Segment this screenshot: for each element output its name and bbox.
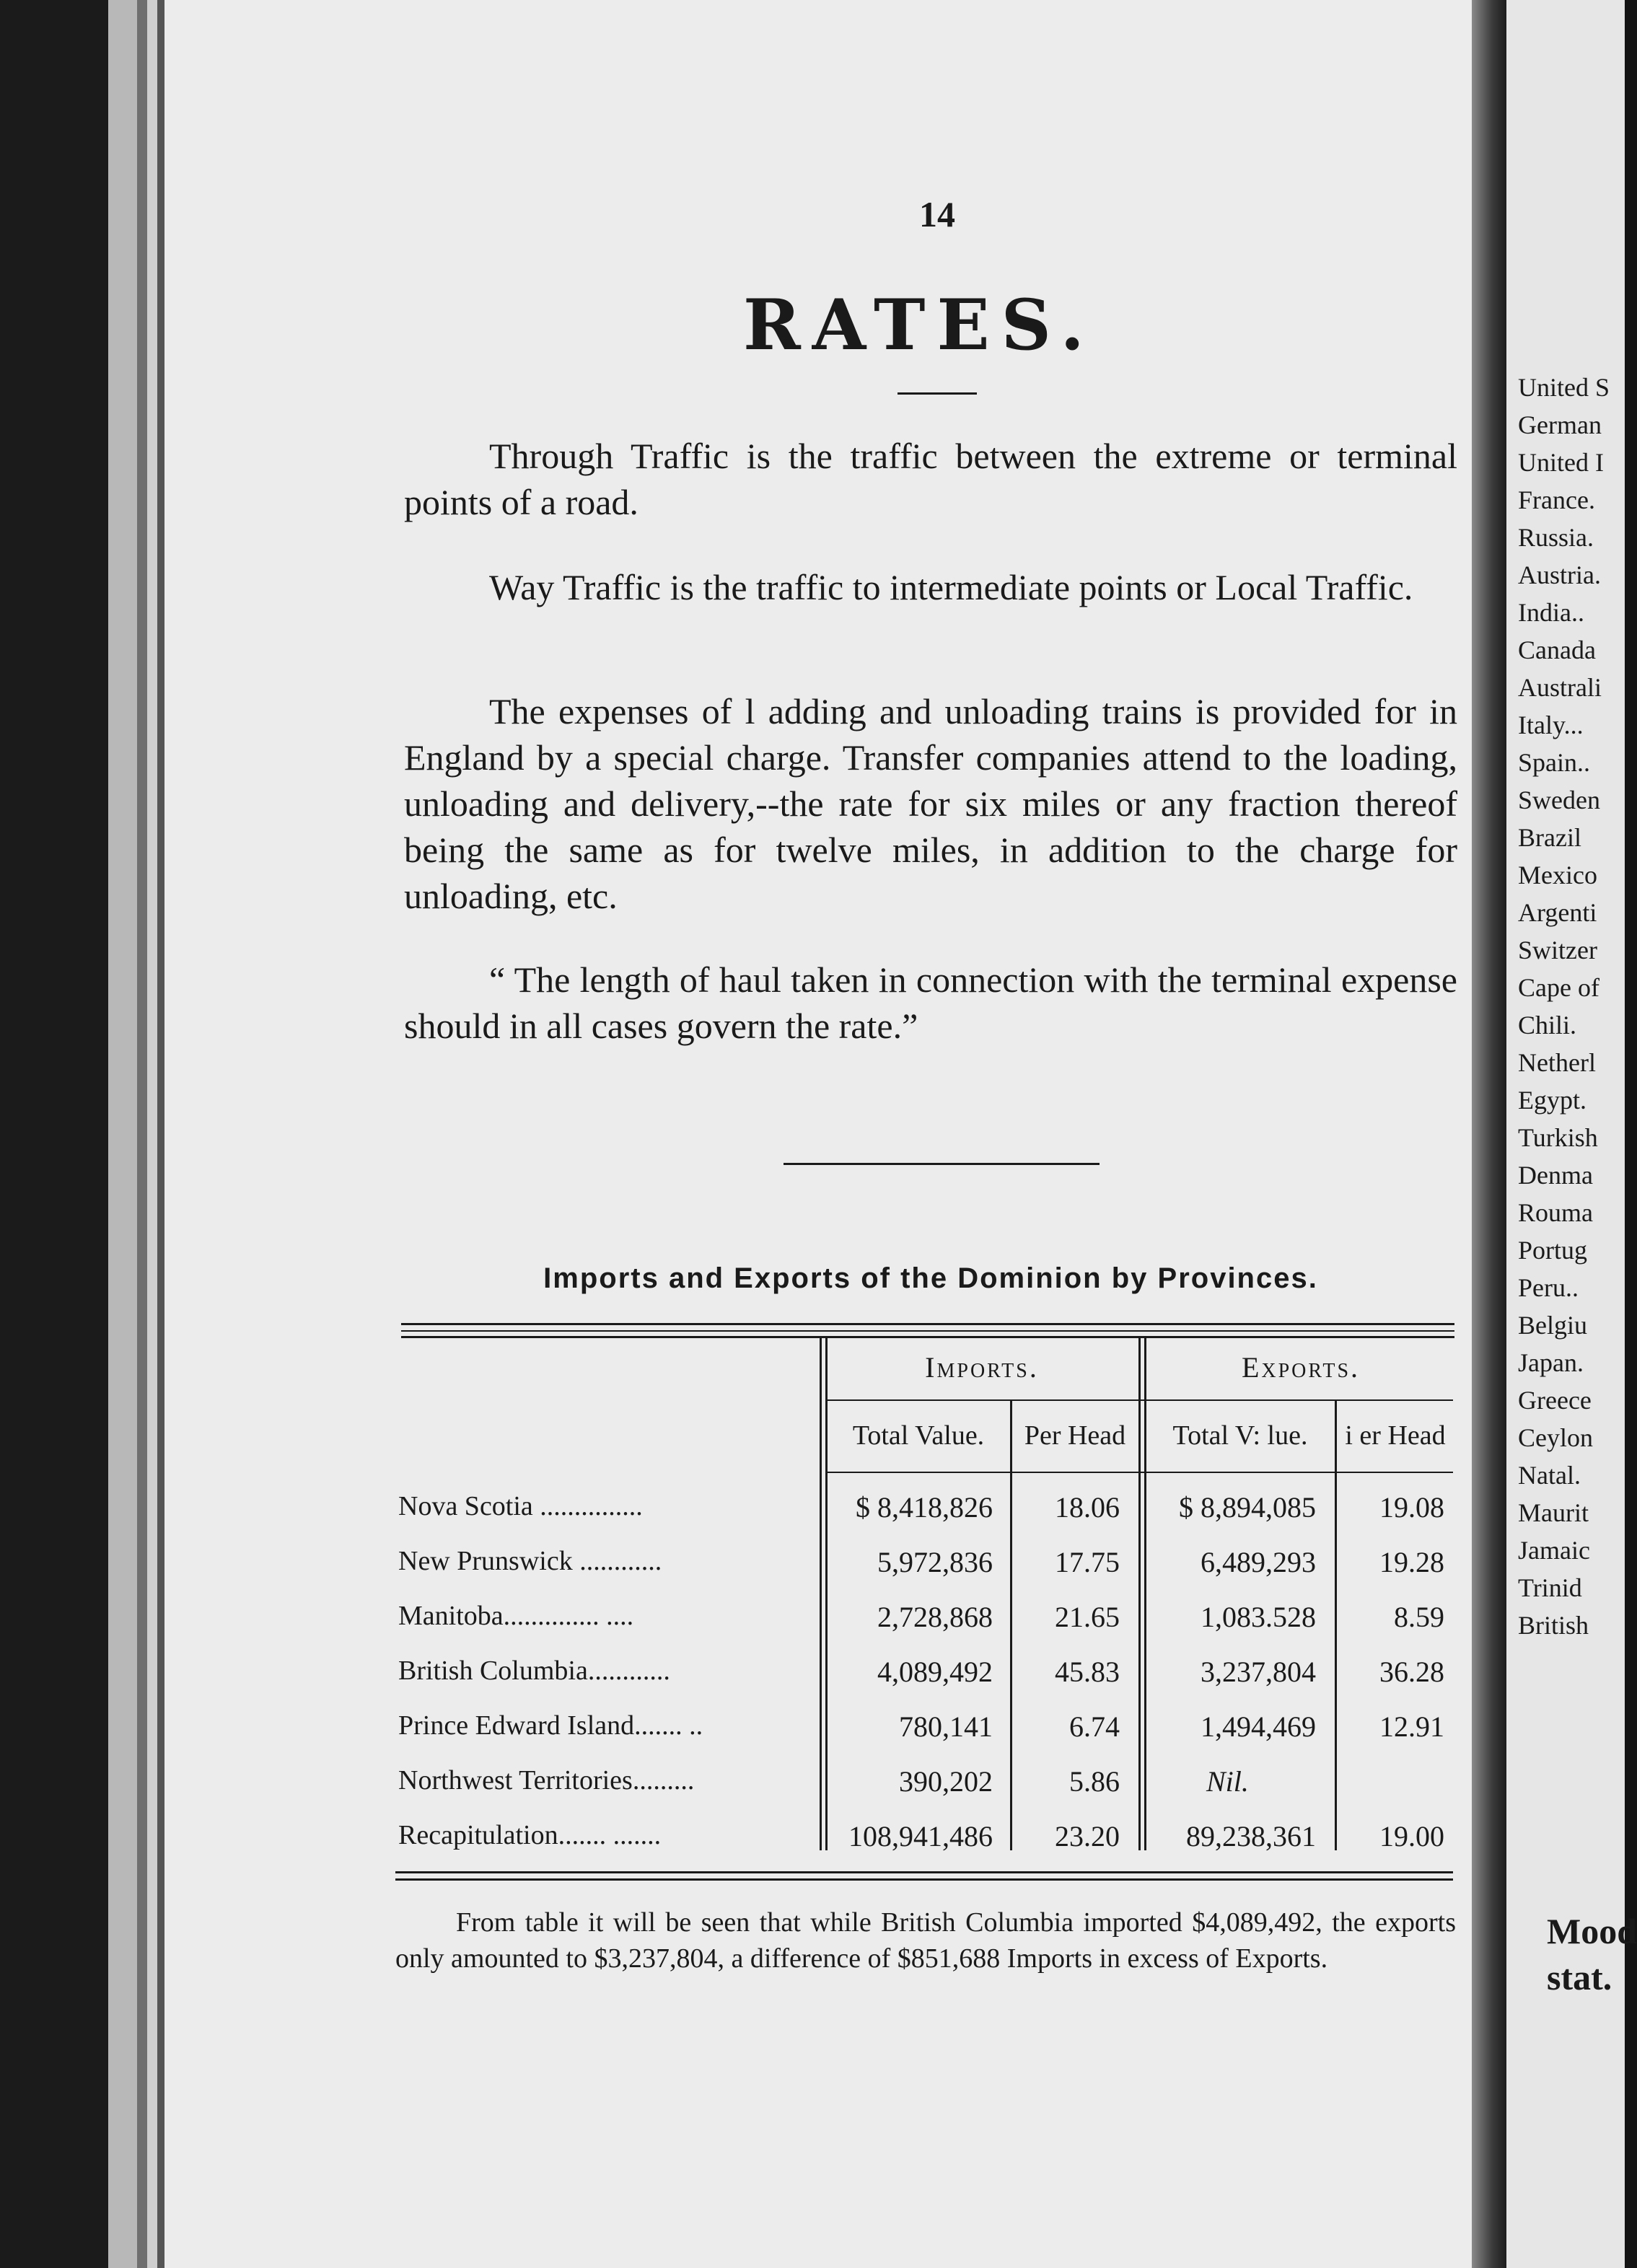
row-name: Prince Edward Island....... .. [398, 1710, 703, 1741]
table-top-rule [401, 1323, 1454, 1325]
table-top-rule [401, 1330, 1454, 1332]
section-divider [784, 1163, 1100, 1165]
page-stack-edge [157, 0, 164, 2268]
row-imports-per-head: 5.86 [1069, 1765, 1120, 1798]
country-list-item: Greece [1518, 1386, 1592, 1415]
country-list-item: Russia. [1518, 523, 1594, 552]
country-list-item: Denma [1518, 1161, 1593, 1190]
row-imports-total: 2,728,868 [877, 1601, 993, 1633]
table-row [0, 1655, 1625, 1710]
country-list-item: Maurit [1518, 1498, 1589, 1527]
row-name: New Prunswick ............ [398, 1546, 662, 1576]
country-list-item: Jamaic [1518, 1536, 1590, 1565]
country-list-item: India.. [1518, 598, 1584, 627]
country-list-item: Brazil [1518, 823, 1581, 852]
row-exports-total: Nil. [1206, 1765, 1249, 1798]
country-list-item: Belgiu [1518, 1311, 1587, 1340]
country-list-item: Portug [1518, 1236, 1588, 1265]
row-exports-per-head: 12.91 [1379, 1710, 1444, 1743]
paragraph-way-traffic: Way Traffic is the traffic to intermediate points or Local Traffic. [489, 567, 1413, 607]
row-exports-per-head: 19.00 [1379, 1820, 1444, 1852]
country-list-item: United S [1518, 373, 1610, 402]
country-list-item: Trinid [1518, 1573, 1582, 1602]
table-row [0, 1819, 1625, 1874]
country-list-item: Sweden [1518, 786, 1600, 814]
row-imports-per-head: 45.83 [1055, 1656, 1120, 1688]
country-list-item: Canada [1518, 636, 1596, 664]
col-imports-per-head: Per Head [1024, 1420, 1126, 1451]
row-exports-total: 1,083.528 [1201, 1601, 1316, 1633]
table-heading: Imports and Exports of the Dominion by Provinces. [543, 1262, 1318, 1294]
country-list-item: Cape of [1518, 973, 1599, 1002]
row-imports-total: $ 8,418,826 [856, 1491, 993, 1524]
country-list-item: German [1518, 410, 1602, 439]
book-edge [0, 0, 108, 2268]
row-imports-per-head: 6.74 [1069, 1710, 1120, 1743]
row-exports-total: 3,237,804 [1201, 1656, 1316, 1688]
adjacent-page-fragment [1506, 0, 1637, 2268]
row-imports-per-head: 17.75 [1055, 1546, 1120, 1578]
col-exports-total: Total V: lue. [1172, 1420, 1308, 1451]
country-list-item: Australi [1518, 673, 1602, 702]
column-header-rule [827, 1472, 1453, 1473]
row-imports-total: 108,941,486 [848, 1820, 993, 1852]
row-imports-per-head: 18.06 [1055, 1491, 1120, 1524]
country-list-item: Mexico [1518, 861, 1597, 889]
row-exports-per-head: 36.28 [1379, 1656, 1444, 1688]
paragraph-expenses: The expenses of l adding and unloading trains is provided for in England by a special charge. Transfer companies attend to the loading, unloading and delivery,--the rate for six miles or any fraction thereof being the same as for twelve miles, in addition to the charge for unloading, etc. [404, 691, 1457, 916]
country-list-item: Natal. [1518, 1461, 1581, 1490]
table-footnote: From table it will be seen that while British Columbia imported $4,089,492, the exports only amounted to $3,237,804, a difference of $851,688 Imports in excess of Exports. [395, 1907, 1456, 1974]
paragraph-through-traffic: Through Traffic is the traffic between the extreme or terminal points of a road. [404, 436, 1457, 522]
row-name: British Columbia............ [398, 1656, 670, 1686]
row-imports-per-head: 23.20 [1055, 1820, 1120, 1852]
page-stack-edge [108, 0, 137, 2268]
country-list-item: Spain.. [1518, 748, 1591, 777]
table-row [0, 1545, 1625, 1600]
country-list-item: United I [1518, 448, 1604, 477]
table-row [0, 1600, 1625, 1655]
row-exports-total: 1,494,469 [1201, 1710, 1316, 1743]
country-list-item: Netherl [1518, 1048, 1596, 1077]
row-imports-per-head: 21.65 [1055, 1601, 1120, 1633]
table-row [0, 1764, 1625, 1819]
row-imports-total: 4,089,492 [877, 1656, 993, 1688]
row-exports-per-head: 19.28 [1379, 1546, 1444, 1578]
book-gutter [1472, 0, 1506, 2268]
exports-header: Exports. [1241, 1351, 1361, 1384]
country-list-item: Italy... [1518, 711, 1584, 739]
imports-header: Imports. [925, 1351, 1039, 1384]
page-title: RATES. [743, 284, 1096, 366]
row-exports-per-head: 19.08 [1379, 1491, 1444, 1524]
country-list-item: France. [1518, 485, 1595, 514]
country-list-item: Peru.. [1518, 1273, 1579, 1302]
country-list-item: Rouma [1518, 1198, 1593, 1227]
row-name: Manitoba.............. .... [398, 1601, 634, 1631]
country-list-item: Chili. [1518, 1011, 1577, 1040]
table-row [0, 1710, 1625, 1764]
row-name: Nova Scotia ............... [398, 1491, 643, 1521]
country-list-item: Egypt. [1518, 1086, 1586, 1115]
row-name: Recapitulation....... ....... [398, 1820, 662, 1850]
row-imports-total: 390,202 [899, 1765, 993, 1798]
col-imports-total: Total Value. [852, 1420, 985, 1451]
country-list-item: Argenti [1518, 898, 1597, 927]
fragment-text: stat. [1547, 1957, 1612, 1997]
row-exports-total: $ 8,894,085 [1179, 1491, 1316, 1524]
group-header-rule [827, 1399, 1453, 1401]
row-exports-total: 6,489,293 [1201, 1546, 1316, 1578]
row-imports-total: 780,141 [899, 1710, 993, 1743]
title-divider [898, 392, 977, 395]
row-name: Northwest Territories......... [398, 1765, 695, 1796]
paragraph-quote: “ The length of haul taken in connection with the terminal expense should in all cases govern the rate.” [404, 959, 1457, 1046]
table-bottom-rule [395, 1871, 1453, 1873]
country-list-item: Austria. [1518, 561, 1601, 589]
country-list-item: Japan. [1518, 1348, 1584, 1377]
table-row [0, 1490, 1625, 1545]
country-list-item: Turkish [1518, 1123, 1598, 1152]
country-list-item: British [1518, 1611, 1589, 1640]
row-exports-total: 89,238,361 [1186, 1820, 1316, 1852]
page-stack-edge [137, 0, 147, 2268]
row-exports-per-head: 8.59 [1394, 1601, 1444, 1633]
table-top-rule [401, 1336, 1454, 1338]
row-imports-total: 5,972,836 [877, 1546, 993, 1578]
table-bottom-rule [395, 1878, 1453, 1881]
col-exports-per-head: i er Head [1345, 1420, 1446, 1451]
page-stack-edge [147, 0, 157, 2268]
country-list-item: Switzer [1518, 936, 1597, 964]
country-list-item: Ceylon [1518, 1423, 1593, 1452]
page-number: 14 [919, 194, 955, 234]
fragment-text: Mood [1547, 1911, 1637, 1951]
